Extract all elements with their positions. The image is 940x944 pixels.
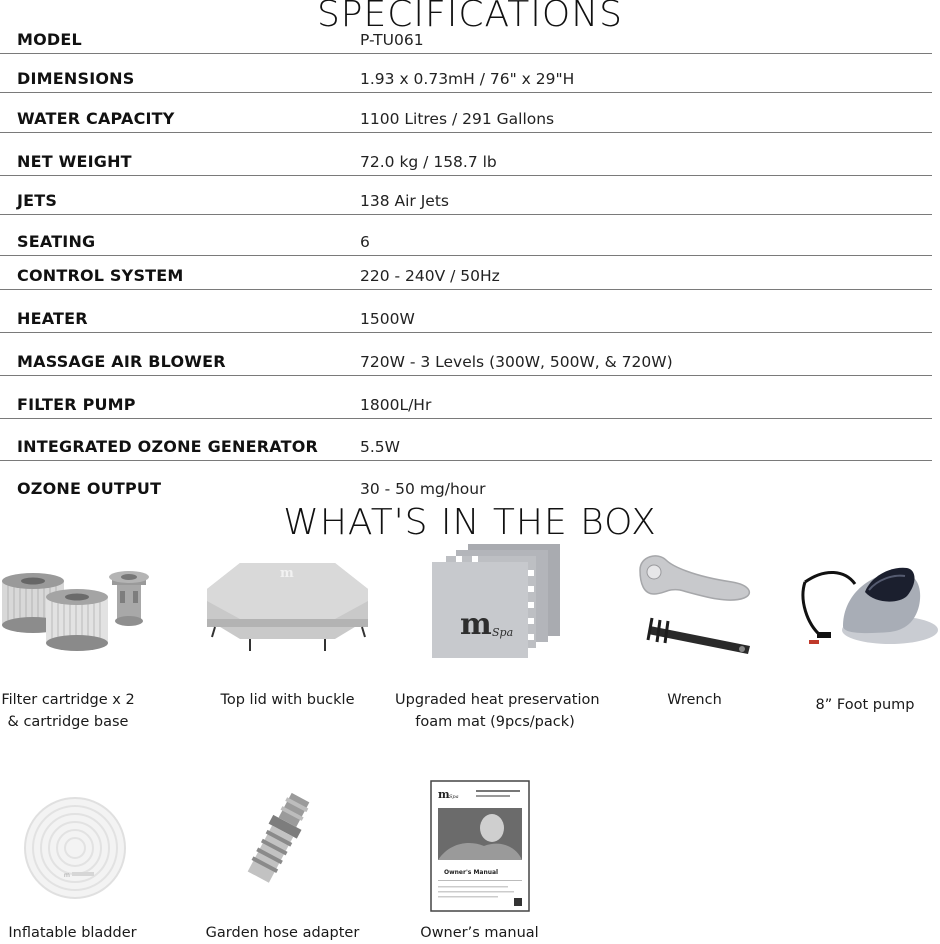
spec-value: 138 Air Jets bbox=[360, 192, 449, 210]
spec-value: P-TU061 bbox=[360, 31, 424, 49]
spec-row-model bbox=[0, 30, 932, 54]
foot-pump-image bbox=[795, 560, 940, 660]
item-caption bbox=[200, 922, 365, 944]
spec-label: MASSAGE AIR BLOWER bbox=[17, 352, 226, 371]
spec-label: OZONE OUTPUT bbox=[17, 479, 162, 498]
box-item-foot-pump bbox=[790, 560, 940, 735]
specifications-title: SPECIFICATIONS bbox=[316, 0, 624, 35]
spec-row-ozone-generator bbox=[0, 419, 932, 461]
spec-label: WATER CAPACITY bbox=[17, 109, 175, 128]
wrench-image bbox=[632, 548, 757, 663]
owners-manual-image bbox=[430, 780, 530, 912]
caption-line: & cartridge base bbox=[7, 714, 129, 730]
spec-value: 6 bbox=[360, 233, 370, 251]
caption-line: Garden hose adapter bbox=[205, 925, 360, 941]
spec-row-filter-pump bbox=[0, 376, 932, 419]
spec-row-seating bbox=[0, 215, 932, 256]
spec-row-ozone-output bbox=[0, 461, 932, 502]
caption-line: 8” Foot pump bbox=[815, 697, 915, 713]
spec-value: 220 - 240V / 50Hz bbox=[360, 267, 500, 285]
whats-in-the-box-title: WHAT'S IN THE BOX bbox=[283, 502, 657, 543]
spec-label: MODEL bbox=[17, 30, 82, 49]
spec-label: CONTROL SYSTEM bbox=[17, 266, 184, 285]
filter-cartridge-image bbox=[0, 563, 160, 658]
item-caption bbox=[0, 689, 136, 733]
caption-line: Owner’s manual bbox=[420, 925, 539, 941]
spec-row-heater bbox=[0, 290, 932, 333]
svg-text:m: m bbox=[280, 566, 294, 581]
svg-text:m: m bbox=[438, 788, 450, 801]
box-item-foam-mat bbox=[395, 540, 600, 735]
item-caption bbox=[412, 922, 547, 944]
item-caption bbox=[622, 689, 767, 711]
inflatable-bladder-image bbox=[22, 794, 128, 902]
svg-text:Spa: Spa bbox=[492, 626, 514, 639]
spec-value: 1.93 x 0.73mH / 76" x 29"H bbox=[360, 70, 575, 88]
spec-label: DIMENSIONS bbox=[17, 69, 135, 88]
box-item-owners-manual bbox=[412, 778, 547, 944]
spec-label: HEATER bbox=[17, 309, 88, 328]
foam-mat-image bbox=[428, 542, 568, 662]
spec-value: 1500W bbox=[360, 310, 415, 328]
spec-label: INTEGRATED OZONE GENERATOR bbox=[17, 437, 319, 456]
spec-value: 1100 Litres / 291 Gallons bbox=[360, 110, 555, 128]
spec-row-jets bbox=[0, 176, 932, 215]
spec-value: 72.0 kg / 158.7 lb bbox=[360, 153, 497, 171]
box-item-wrench bbox=[622, 548, 762, 735]
spec-row-net-weight bbox=[0, 133, 932, 176]
svg-text:Spa: Spa bbox=[449, 794, 459, 800]
caption-line: Top lid with buckle bbox=[220, 692, 355, 708]
spec-label: SEATING bbox=[17, 232, 96, 251]
spec-label: FILTER PUMP bbox=[17, 395, 136, 414]
box-item-inflatable-bladder bbox=[0, 790, 150, 944]
item-caption bbox=[0, 922, 145, 944]
spec-row-dimensions bbox=[0, 54, 932, 93]
box-item-filter-cartridge bbox=[0, 555, 175, 735]
hose-adapter-image bbox=[238, 790, 318, 890]
manual-heading-art: Owner's Manual bbox=[444, 869, 499, 876]
spec-value: 720W - 3 Levels (300W, 500W, & 720W) bbox=[360, 353, 673, 371]
spec-value: 5.5W bbox=[360, 438, 400, 456]
caption-line: Inflatable bladder bbox=[8, 925, 137, 941]
spec-row-water-capacity bbox=[0, 93, 932, 133]
item-caption bbox=[790, 694, 940, 716]
spec-value: 30 - 50 mg/hour bbox=[360, 480, 486, 498]
caption-line: foam mat (9pcs/pack) bbox=[415, 714, 575, 730]
spec-label: NET WEIGHT bbox=[17, 152, 132, 171]
box-item-hose-adapter bbox=[200, 790, 365, 944]
svg-text:m: m bbox=[64, 872, 70, 879]
caption-line: Wrench bbox=[667, 692, 722, 708]
svg-text:m: m bbox=[460, 607, 492, 642]
top-lid-image bbox=[200, 557, 375, 657]
spec-row-massage-air-blower bbox=[0, 333, 932, 376]
caption-line: Filter cartridge x 2 bbox=[1, 692, 135, 708]
spec-value: 1800L/Hr bbox=[360, 396, 432, 414]
item-caption bbox=[195, 689, 380, 711]
spec-label: JETS bbox=[17, 191, 58, 210]
spec-row-control-system bbox=[0, 256, 932, 290]
caption-line: Upgraded heat preservation bbox=[395, 692, 600, 708]
box-item-top-lid bbox=[195, 555, 380, 735]
item-caption bbox=[395, 689, 600, 733]
